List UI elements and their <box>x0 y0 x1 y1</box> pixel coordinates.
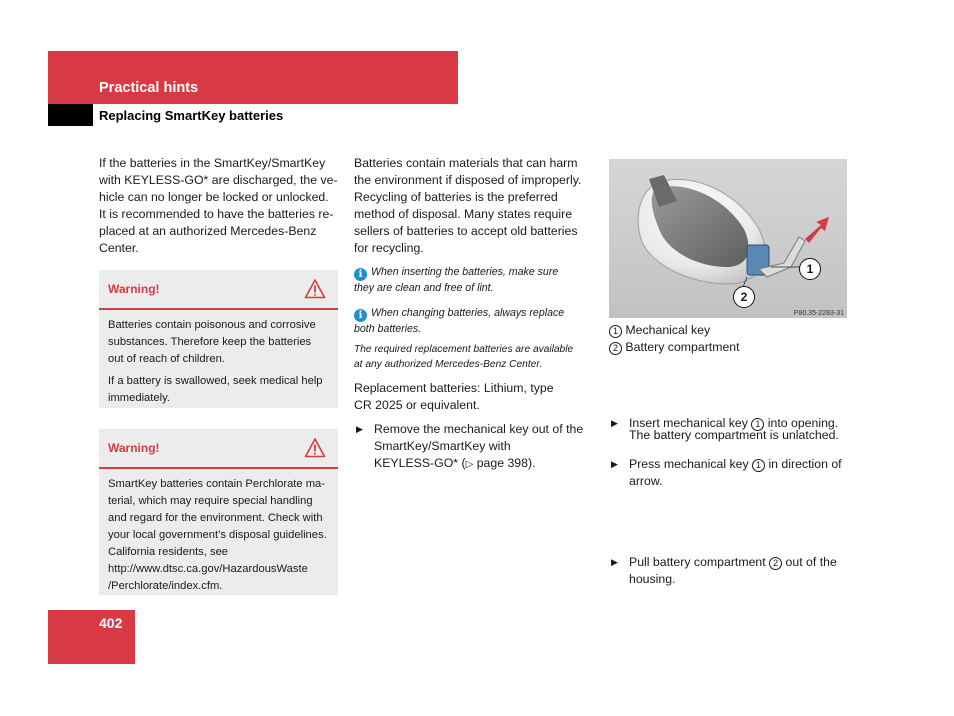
text-fragment: Press mechanical key <box>629 457 753 471</box>
callout-badge: 1 <box>609 325 622 338</box>
text-line: immediately. <box>108 392 170 404</box>
text-line: If a battery is swallowed, seek medical help <box>108 375 323 387</box>
text-line: The required replacement batteries are available <box>354 344 574 355</box>
text-fragment: out of the <box>782 555 837 569</box>
callout-badge: 2 <box>609 342 622 355</box>
text-line: sellers of batteries to accept old batteries <box>354 224 578 238</box>
text-line: When changing batteries, always replace <box>371 307 565 319</box>
legend-label: Battery compartment <box>625 340 740 354</box>
text-line: housing. <box>629 572 676 586</box>
text-line: out of reach of children. <box>108 353 225 365</box>
text-line: placed at an authorized Mercedes-Benz <box>99 224 317 238</box>
col2-intro <box>354 155 599 257</box>
bullet-triangle-icon: ▶ <box>356 424 363 434</box>
smartkey-photo <box>609 159 847 318</box>
photo-legend <box>609 322 854 356</box>
legend-item <box>609 322 854 339</box>
text-line: It is recommended to have the batteries re- <box>99 207 334 221</box>
text-line: Center. <box>99 241 139 255</box>
text-line: and regard for the environment. Check with <box>108 512 323 524</box>
text-line: your local government’s disposal guidelines. <box>108 529 327 541</box>
header-band <box>48 51 458 104</box>
subsection-title: Replacing SmartKey batteries <box>99 108 284 123</box>
col1-intro <box>99 155 344 257</box>
smartkey-illustration <box>609 159 847 318</box>
warning-paragraph <box>108 373 328 407</box>
info-note-replace-both <box>354 306 599 337</box>
warning-body <box>99 310 338 420</box>
warning-triangle-icon <box>304 437 326 459</box>
warning-title: Warning! <box>108 282 160 296</box>
info-icon: i <box>354 268 367 281</box>
text-fragment: into opening. <box>764 416 839 430</box>
link-text: /Perchlorate/index.cfm. <box>108 580 223 592</box>
callout-badge: 1 <box>752 459 765 472</box>
text-line: Batteries contain materials that can harm <box>354 156 578 170</box>
page-ref-arrow-icon: ▷ <box>465 459 474 470</box>
text-line: with KEYLESS-GO* are discharged, the ve- <box>99 173 338 187</box>
text-line <box>629 456 874 473</box>
text-line: arrow. <box>629 474 663 488</box>
text-line: CR 2025 or equivalent. <box>354 398 480 412</box>
step-pull-compartment <box>609 554 874 588</box>
warning-paragraph <box>108 317 328 368</box>
text-line: terial, which may require special handling <box>108 495 313 507</box>
page-reference-link[interactable]: page 398). <box>473 456 536 470</box>
text-line: Recycling of batteries is the preferred <box>354 190 558 204</box>
info-icon: i <box>354 309 367 322</box>
callout-badge: 1 <box>751 418 764 431</box>
callout-1-marker <box>799 258 821 280</box>
legend-label: Mechanical key <box>625 323 711 337</box>
warning-title: Warning! <box>108 441 160 455</box>
bullet-triangle-icon: ▶ <box>611 459 618 469</box>
text-line: substances. Therefore keep the batteries <box>108 336 312 348</box>
warning-header <box>99 270 338 310</box>
warning-box-batteries <box>99 270 338 408</box>
text-line <box>629 554 874 571</box>
step-result <box>629 427 859 444</box>
warning-triangle-icon <box>304 278 326 300</box>
callout-number: 1 <box>806 262 814 276</box>
header-marker <box>48 104 93 126</box>
callout-badge: 2 <box>769 557 782 570</box>
text-line: Remove the mechanical key out of the <box>374 422 584 436</box>
step-press-key <box>609 456 874 490</box>
warning-header <box>99 429 338 469</box>
text-line: at any authorized Mercedes-Benz Center. <box>354 359 543 370</box>
text-line: California residents, see <box>108 546 229 558</box>
bullet-triangle-icon: ▶ <box>611 557 618 567</box>
text-line: hicle can no longer be locked or unlocked. <box>99 190 329 204</box>
warning-paragraph <box>108 476 328 595</box>
replacement-availability-note <box>354 342 604 372</box>
page-reference <box>374 455 619 473</box>
info-note-clean <box>354 265 599 296</box>
text-line: The battery compartment is unlatched. <box>629 428 839 442</box>
bullet-triangle-icon: ▶ <box>611 418 618 428</box>
text-line: the environment if disposed of improperly. <box>354 173 582 187</box>
warning-box-perchlorate <box>99 429 338 595</box>
text-line: SmartKey batteries contain Perchlorate ma- <box>108 478 326 490</box>
page-number: 402 <box>99 615 123 631</box>
text-line: If the batteries in the SmartKey/SmartKey <box>99 156 326 170</box>
text-line: for recycling. <box>354 241 424 255</box>
section-title: Practical hints <box>99 80 199 96</box>
text-fragment: in direction of <box>765 457 842 471</box>
callout-2-marker <box>733 286 755 308</box>
text-line: both batteries. <box>354 323 422 335</box>
replacement-batteries <box>354 380 599 414</box>
step-remove-key <box>354 421 619 473</box>
text-line: When inserting the batteries, make sure <box>371 266 559 278</box>
text-line: method of disposal. Many states require <box>354 207 573 221</box>
warning-body <box>99 469 338 608</box>
text-line: SmartKey/SmartKey with <box>374 439 511 453</box>
text-fragment: KEYLESS-GO* ( <box>374 456 466 470</box>
photo-reference-code: P80.35-2283-31 <box>793 310 844 317</box>
text-line: Replacement batteries: Lithium, type <box>354 381 554 395</box>
text-line: Batteries contain poisonous and corrosive <box>108 319 316 331</box>
text-fragment: Insert mechanical key <box>629 416 752 430</box>
callout-number: 2 <box>740 290 748 304</box>
text-fragment: Pull battery compartment <box>629 555 770 569</box>
legend-item <box>609 339 854 356</box>
text-line: they are clean and free of lint. <box>354 282 494 294</box>
link-text: http://www.dtsc.ca.gov/HazardousWaste <box>108 563 308 575</box>
